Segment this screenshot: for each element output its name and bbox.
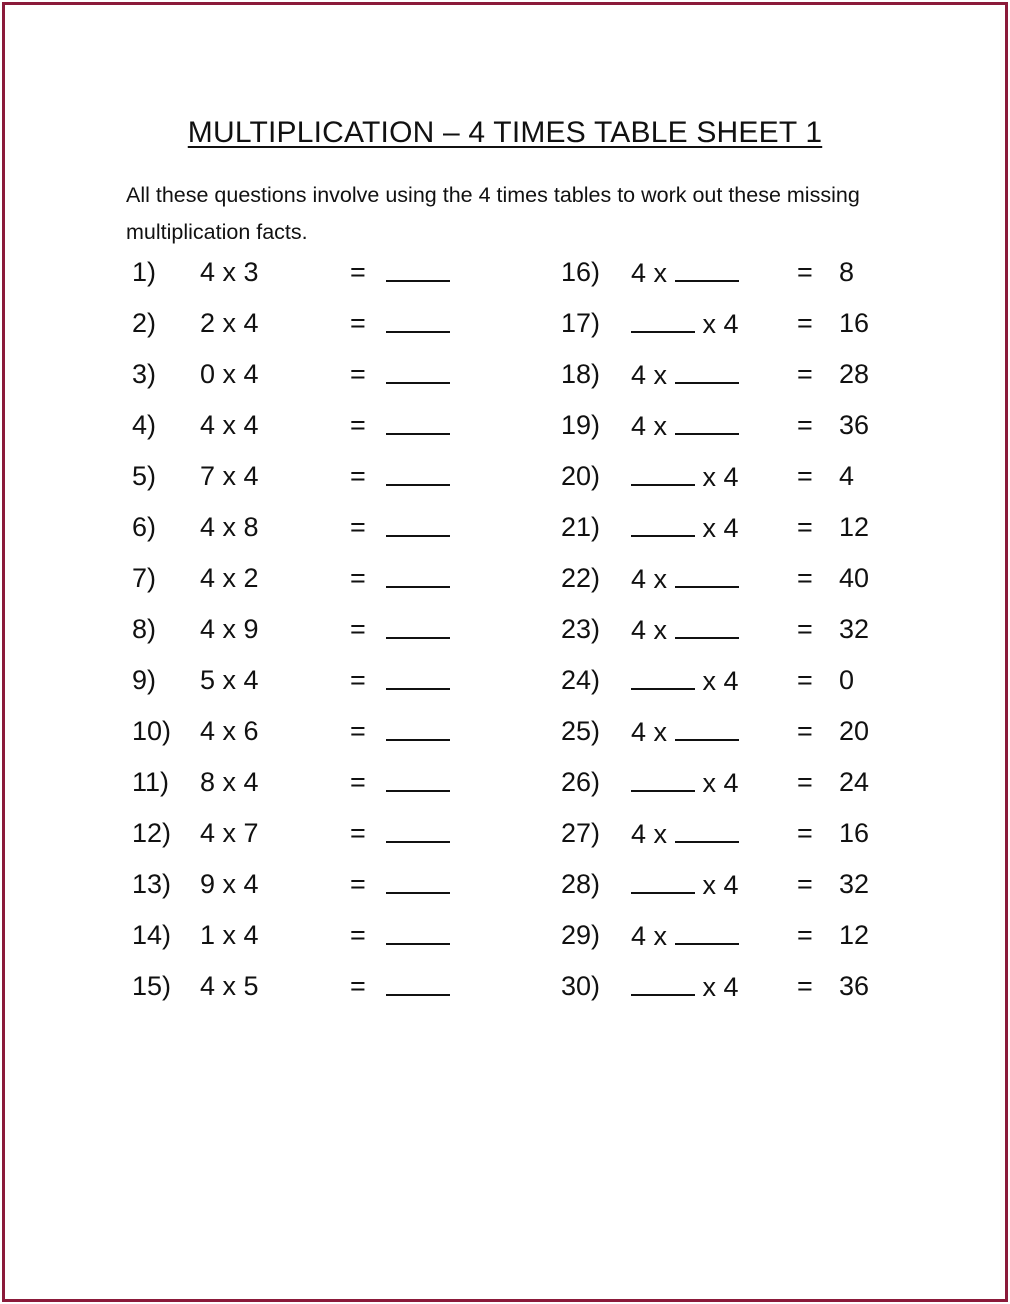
equals-sign: =: [350, 818, 366, 848]
problem-expression: x 4: [631, 507, 739, 548]
answer-blank[interactable]: [386, 762, 450, 792]
equals-sign: =: [350, 869, 366, 899]
equals-sign: =: [350, 665, 366, 695]
answer-slot: [386, 558, 450, 599]
problem-result: 24: [839, 767, 870, 797]
problem-number: 2): [132, 308, 157, 338]
problem-expression: 4 x 9: [200, 614, 259, 644]
problem-number: 3): [132, 359, 157, 389]
problem-expression: 4 x: [631, 711, 739, 752]
answer-slot: [386, 405, 450, 446]
equals-sign: =: [797, 920, 813, 950]
answer-blank[interactable]: [386, 609, 450, 639]
problem-number: 25): [561, 716, 601, 746]
equals-sign: =: [350, 716, 366, 746]
equals-sign: =: [797, 257, 813, 287]
equals-sign: =: [797, 461, 813, 491]
worksheet-page: [2, 2, 1008, 1302]
equals-sign: =: [350, 410, 366, 440]
problem-number: 19): [561, 410, 601, 440]
answer-slot: [386, 660, 450, 701]
worksheet-instructions: All these questions involve using the 4 times tables to work out these missing multiplication facts.: [126, 183, 860, 244]
answer-blank[interactable]: [386, 966, 450, 996]
answer-blank[interactable]: [386, 864, 450, 894]
factor-blank[interactable]: [675, 405, 739, 435]
answer-blank[interactable]: [386, 303, 450, 333]
problem-number: 21): [561, 512, 601, 542]
factor-blank[interactable]: [631, 966, 695, 996]
answer-slot: [386, 711, 450, 752]
problem-expression: 9 x 4: [200, 869, 259, 899]
equals-sign: =: [797, 665, 813, 695]
equals-sign: =: [350, 614, 366, 644]
problem-number: 22): [561, 563, 601, 593]
factor-blank[interactable]: [675, 711, 739, 741]
equals-sign: =: [797, 359, 813, 389]
problem-expression: 4 x: [631, 609, 739, 650]
problem-number: 8): [132, 614, 157, 644]
problem-result: 32: [839, 869, 870, 899]
problem-number: 9): [132, 665, 157, 695]
factor-blank[interactable]: [675, 609, 739, 639]
problem-expression: 4 x 3: [200, 257, 259, 287]
factor-blank[interactable]: [631, 303, 695, 333]
answer-slot: [386, 609, 450, 650]
equals-sign: =: [797, 512, 813, 542]
factor-blank[interactable]: [675, 813, 739, 843]
answer-slot: [386, 303, 450, 344]
problem-expression: x 4: [631, 456, 739, 497]
factor-blank[interactable]: [675, 915, 739, 945]
problem-expression: 8 x 4: [200, 767, 259, 797]
equals-sign: =: [797, 818, 813, 848]
factor-blank[interactable]: [631, 762, 695, 792]
answer-blank[interactable]: [386, 711, 450, 741]
answer-slot: [386, 966, 450, 1007]
problem-number: 28): [561, 869, 601, 899]
problem-expression: x 4: [631, 966, 739, 1007]
answer-slot: [386, 354, 450, 395]
problem-number: 26): [561, 767, 601, 797]
problem-expression: 2 x 4: [200, 308, 259, 338]
equals-sign: =: [797, 614, 813, 644]
problem-number: 29): [561, 920, 601, 950]
answer-slot: [386, 252, 450, 293]
problem-expression: x 4: [631, 660, 739, 701]
problem-number: 20): [561, 461, 601, 491]
problem-result: 36: [839, 971, 870, 1001]
factor-blank[interactable]: [631, 864, 695, 894]
answer-slot: [386, 915, 450, 956]
answer-blank[interactable]: [386, 456, 450, 486]
problem-result: 36: [839, 410, 870, 440]
problem-number: 15): [132, 971, 172, 1001]
answer-blank[interactable]: [386, 507, 450, 537]
answer-slot: [386, 507, 450, 548]
equals-sign: =: [350, 461, 366, 491]
problem-number: 27): [561, 818, 601, 848]
problem-number: 7): [132, 563, 157, 593]
problem-number: 30): [561, 971, 601, 1001]
answer-slot: [386, 813, 450, 854]
problem-result: 8: [839, 257, 855, 287]
factor-blank[interactable]: [675, 252, 739, 282]
equals-sign: =: [797, 767, 813, 797]
problem-number: 14): [132, 920, 172, 950]
answer-blank[interactable]: [386, 252, 450, 282]
problem-expression: 4 x: [631, 354, 739, 395]
problem-number: 16): [561, 257, 601, 287]
equals-sign: =: [797, 971, 813, 1001]
answer-blank[interactable]: [386, 660, 450, 690]
problem-number: 6): [132, 512, 157, 542]
problem-result: 32: [839, 614, 870, 644]
answer-slot: [386, 762, 450, 803]
equals-sign: =: [350, 971, 366, 1001]
problem-number: 18): [561, 359, 601, 389]
problem-expression: x 4: [631, 864, 739, 905]
problem-expression: 4 x: [631, 558, 739, 599]
equals-sign: =: [350, 767, 366, 797]
equals-sign: =: [350, 308, 366, 338]
answer-slot: [386, 456, 450, 497]
problem-expression: 4 x 2: [200, 563, 259, 593]
factor-blank[interactable]: [631, 507, 695, 537]
problem-result: 20: [839, 716, 870, 746]
equals-sign: =: [350, 563, 366, 593]
problem-result: 16: [839, 818, 870, 848]
equals-sign: =: [797, 563, 813, 593]
problem-number: 5): [132, 461, 157, 491]
problem-number: 23): [561, 614, 601, 644]
problem-expression: 4 x 7: [200, 818, 259, 848]
problem-expression: 1 x 4: [200, 920, 259, 950]
problem-number: 10): [132, 716, 172, 746]
problem-expression: x 4: [631, 762, 739, 803]
problem-result: 0: [839, 665, 855, 695]
problem-expression: 7 x 4: [200, 461, 259, 491]
equals-sign: =: [350, 257, 366, 287]
problem-number: 11): [132, 767, 170, 797]
problem-expression: 5 x 4: [200, 665, 259, 695]
problem-number: 13): [132, 869, 172, 899]
equals-sign: =: [797, 308, 813, 338]
problem-expression: 4 x: [631, 252, 739, 293]
answer-slot: [386, 864, 450, 905]
factor-blank[interactable]: [675, 354, 739, 384]
problem-expression: 4 x: [631, 405, 739, 446]
problem-number: 17): [561, 308, 601, 338]
problem-expression: 4 x: [631, 813, 739, 854]
equals-sign: =: [797, 869, 813, 899]
problem-result: 4: [839, 461, 855, 491]
answer-blank[interactable]: [386, 915, 450, 945]
problem-expression: 4 x 5: [200, 971, 259, 1001]
problem-expression: 4 x 8: [200, 512, 259, 542]
problem-expression: x 4: [631, 303, 739, 344]
answer-blank[interactable]: [386, 813, 450, 843]
problem-number: 24): [561, 665, 601, 695]
problem-result: 28: [839, 359, 870, 389]
factor-blank[interactable]: [631, 660, 695, 690]
equals-sign: =: [350, 920, 366, 950]
equals-sign: =: [350, 359, 366, 389]
equals-sign: =: [797, 716, 813, 746]
answer-blank[interactable]: [386, 558, 450, 588]
problem-result: 40: [839, 563, 870, 593]
problem-result: 12: [839, 920, 870, 950]
problem-number: 4): [132, 410, 157, 440]
worksheet-title-text: MULTIPLICATION – 4 TIMES TABLE SHEET 1: [187, 116, 823, 149]
problem-expression: 4 x 4: [200, 410, 259, 440]
problem-expression: 4 x: [631, 915, 739, 956]
problem-expression: 4 x 6: [200, 716, 259, 746]
problem-expression: 0 x 4: [200, 359, 259, 389]
equals-sign: =: [350, 512, 366, 542]
factor-blank[interactable]: [675, 558, 739, 588]
equals-sign: =: [797, 410, 813, 440]
problem-number: 1): [132, 257, 157, 287]
answer-blank[interactable]: [386, 354, 450, 384]
worksheet-title: [5, 113, 1005, 153]
problem-result: 12: [839, 512, 870, 542]
problem-number: 12): [132, 818, 172, 848]
problem-result: 16: [839, 308, 870, 338]
answer-blank[interactable]: [386, 405, 450, 435]
factor-blank[interactable]: [631, 456, 695, 486]
